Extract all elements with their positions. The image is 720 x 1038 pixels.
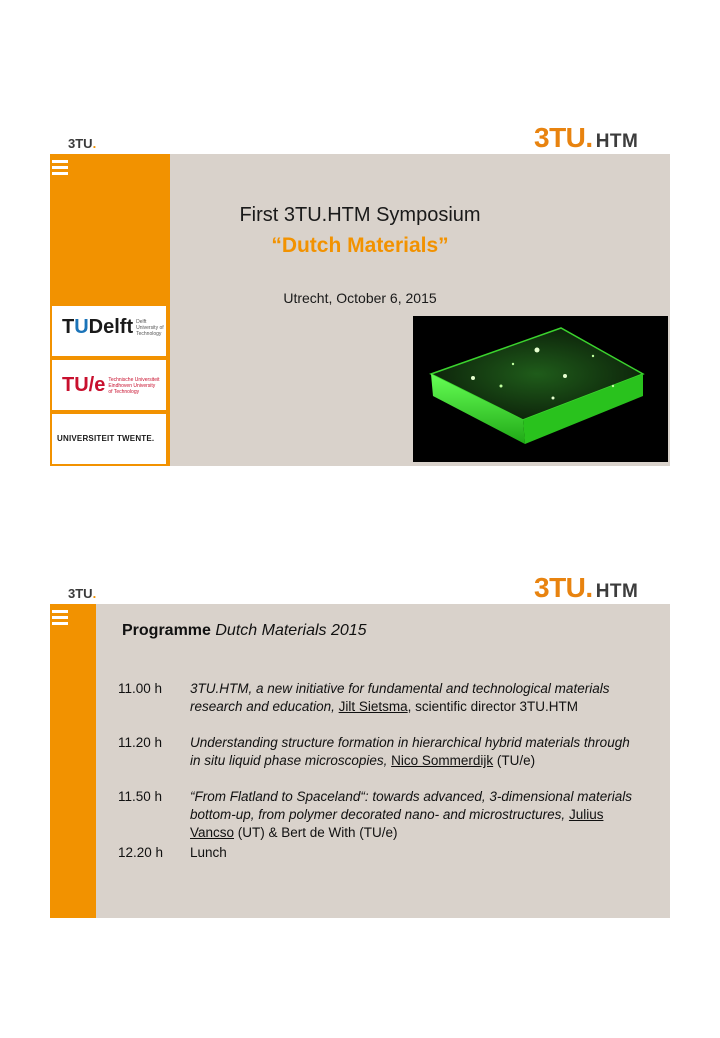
programme-item [118,788,658,842]
item-time: 11.50 h [118,789,163,804]
item-description: Understanding structure formation in hierarchical hybrid materials through in situ liquid phase microscopies, Nico Sommerdijk (TU/e) [190,735,630,768]
programme-title: Programme Dutch Materials 2015 [122,622,367,639]
item-time: 12.20 h [118,845,164,860]
menu-icon [52,610,68,628]
tud-subtitle: Delft University of Technology [136,318,164,337]
item-description: “From Flatland to Spaceland“: towards advanced, 3-dimensional materials bottom-up, from polymer decorated nano- and microstructures, Julius Vancso (UT) & Bert de With (TU/e) [190,789,632,840]
slide-2 [50,570,670,920]
item-description: Lunch [190,845,227,860]
item-time: 11.20 h [118,735,163,750]
programme-item [118,680,658,734]
3tu-logo-small: 3TU. [68,586,97,601]
tud-wordmark: TUDelft [62,316,134,338]
slide-1 [50,120,670,470]
menu-icon [52,160,68,178]
tu-delft-logo [52,306,166,356]
3tu-logo-small: 3TU. [68,136,97,151]
3tu-htm-logo: 3TU. HTM [534,122,639,153]
item-time: 11.00 h [118,681,163,696]
tu-eindhoven-logo [52,360,166,410]
programme-item [118,734,658,788]
3tu-htm-logo: 3TU. HTM [534,572,639,603]
programme-item [118,844,658,864]
ut-wordmark: UNIVERSITEIT TWENTE. [57,434,155,443]
speaker-name: Nico Sommerdijk [391,753,494,768]
speaker-name: Jilt Sietsma [338,699,408,714]
ut-logo [52,414,166,464]
tue-subtitle: Technische Universiteit Eindhoven University of Technology [108,376,160,395]
event-date: Utrecht, October 6, 2015 [283,290,437,306]
item-description: 3TU.HTM, a new initiative for fundamental and technological materials research and education, Jilt Sietsma, scientific director 3TU.HTM [190,681,610,714]
symposium-subtitle: “Dutch Materials” [271,234,449,257]
green-material-photo [413,316,668,462]
tue-wordmark: TU/e [62,374,106,396]
symposium-title: First 3TU.HTM Symposium [239,204,481,226]
orange-sidebar [50,604,96,918]
speaker-name: Julius Vancso [190,807,604,840]
